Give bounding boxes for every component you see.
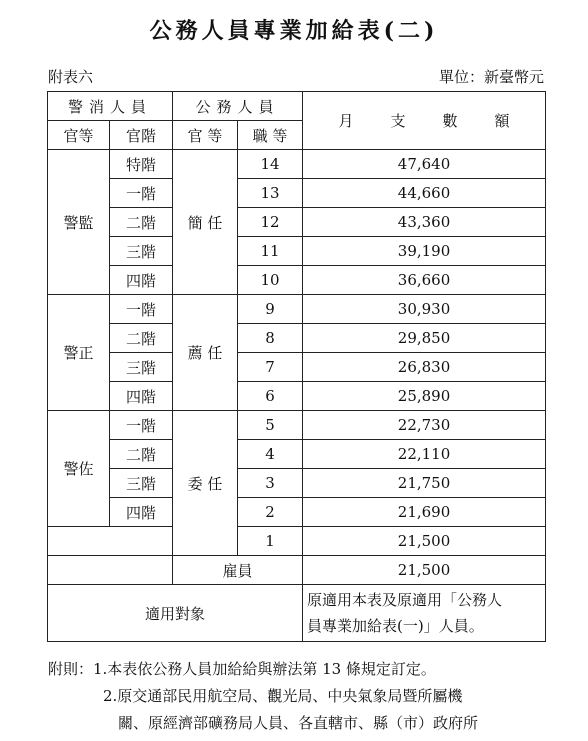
- amount: 25,890: [303, 382, 546, 411]
- employee-amount: 21,500: [303, 556, 546, 585]
- annex-label: 附表六: [48, 68, 94, 86]
- note-line: 附則：1.本表依公務人員加給給與辦法第 13 條規定訂定。: [48, 660, 436, 678]
- amount: 44,660: [303, 179, 546, 208]
- amount: 21,750: [303, 469, 546, 498]
- police-grade: 二階: [110, 440, 173, 469]
- civil-level: 8: [238, 324, 303, 353]
- civil-level: 6: [238, 382, 303, 411]
- civil-level: 14: [238, 150, 303, 179]
- civil-level: 3: [238, 469, 303, 498]
- civil-level: 4: [238, 440, 303, 469]
- civil-level: 2: [238, 498, 303, 527]
- header-civil-grade: 職 等: [238, 121, 303, 150]
- applicable-label: 適用對象: [48, 585, 303, 642]
- header-civil: 公務人員: [173, 92, 303, 121]
- amount: 36,660: [303, 266, 546, 295]
- civil-level: 11: [238, 237, 303, 266]
- police-grade: 特階: [110, 150, 173, 179]
- empty-cell: [48, 556, 173, 585]
- empty-police-cell: [48, 527, 173, 556]
- civil-level: 13: [238, 179, 303, 208]
- civil-level: 7: [238, 353, 303, 382]
- header-civil-rank: 官 等: [173, 121, 238, 150]
- header-police-rank: 官等: [48, 121, 110, 150]
- amount-char: 數: [442, 112, 458, 130]
- police-grade: 三階: [110, 353, 173, 382]
- amount-char: 月: [338, 112, 354, 130]
- amount: 22,110: [303, 440, 546, 469]
- group-civil-rank: 簡 任: [173, 150, 238, 295]
- amount: 43,360: [303, 208, 546, 237]
- group-police-rank: 警佐: [48, 411, 110, 527]
- police-grade: 二階: [110, 324, 173, 353]
- civil-level: 5: [238, 411, 303, 440]
- header-amount: [303, 92, 546, 150]
- applicable-text-line: 員專業加給表(一)」人員。: [307, 617, 484, 635]
- group-police-rank: 警監: [48, 150, 110, 295]
- amount: 39,190: [303, 237, 546, 266]
- civil-level: 12: [238, 208, 303, 237]
- applicable-text-line: 原適用本表及原適用「公務人: [307, 591, 503, 609]
- police-grade: 四階: [110, 382, 173, 411]
- applicable-text: [303, 585, 546, 642]
- header-police-grade: 官階: [110, 121, 173, 150]
- amount: 29,850: [303, 324, 546, 353]
- pay-table: [47, 91, 546, 642]
- civil-level: 9: [238, 295, 303, 324]
- amount-char: 支: [390, 112, 406, 130]
- amount: 21,690: [303, 498, 546, 527]
- employee-label: 雇員: [173, 556, 303, 585]
- amount: 26,830: [303, 353, 546, 382]
- amount-char: 額: [494, 112, 510, 130]
- amount: 30,930: [303, 295, 546, 324]
- group-police-rank: 警正: [48, 295, 110, 411]
- police-grade: 一階: [110, 411, 173, 440]
- notes: [48, 656, 558, 737]
- police-grade: 一階: [110, 295, 173, 324]
- civil-level: 10: [238, 266, 303, 295]
- police-grade: 三階: [110, 469, 173, 498]
- unit-label: 單位：新臺幣元: [438, 68, 544, 86]
- group-civil-rank: 薦 任: [173, 295, 238, 411]
- note-line: 關、原經濟部礦務局人員、各直轄市、縣（市）政府所: [118, 714, 479, 732]
- note-line: 2.原交通部民用航空局、觀光局、中央氣象局暨所屬機: [103, 687, 463, 705]
- police-grade: 一階: [110, 179, 173, 208]
- civil-level: 1: [238, 527, 303, 556]
- page-title: 公務人員專業加給表(二): [149, 18, 439, 44]
- group-civil-rank: 委 任: [173, 411, 238, 556]
- police-grade: 二階: [110, 208, 173, 237]
- police-grade: 四階: [110, 266, 173, 295]
- header-police: 警消人員: [48, 92, 173, 121]
- amount: 22,730: [303, 411, 546, 440]
- amount: 47,640: [303, 150, 546, 179]
- police-grade: 三階: [110, 237, 173, 266]
- amount: 21,500: [303, 527, 546, 556]
- police-grade: 四階: [110, 498, 173, 527]
